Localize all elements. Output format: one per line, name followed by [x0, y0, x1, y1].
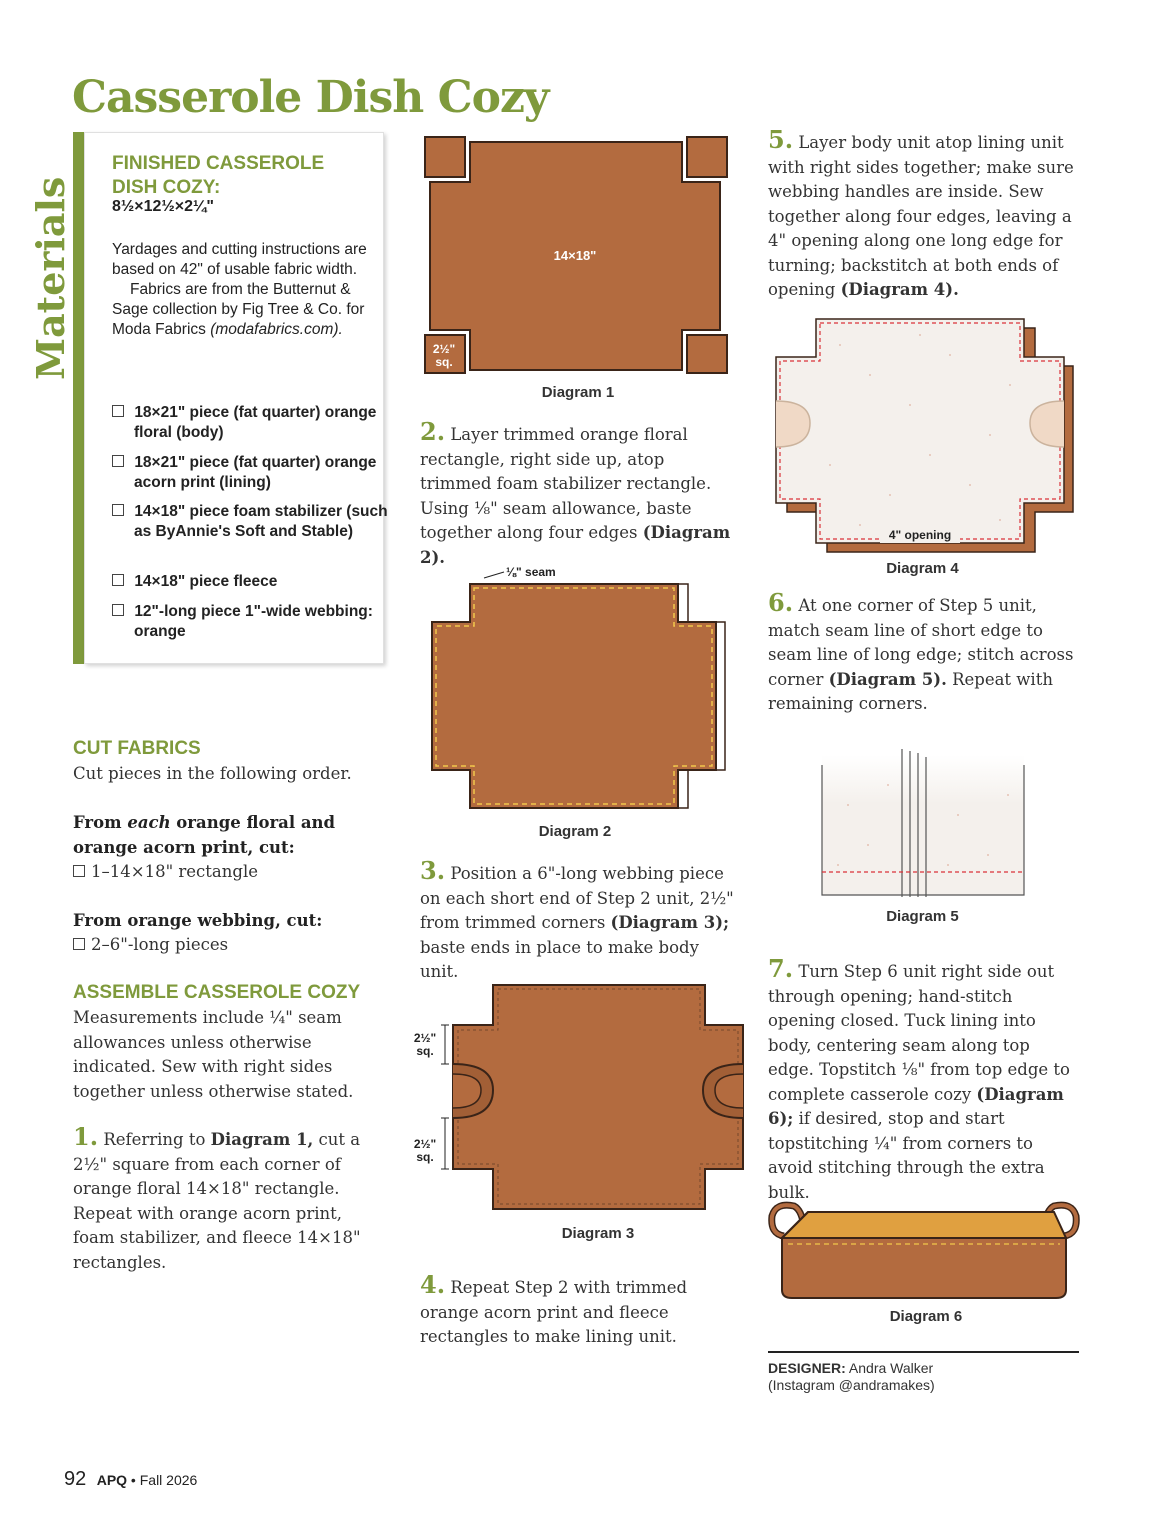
materials-intro-text: Yardages and cutting instructions are based on 42" of usable fabric width. — [112, 241, 367, 278]
checkbox-icon — [112, 604, 124, 616]
cozy-interior — [782, 1212, 1066, 1238]
diagram-4 — [770, 315, 1075, 555]
page-title: Casserole Dish Cozy — [72, 72, 549, 123]
checkbox-icon — [112, 405, 124, 417]
materials-vertical-label: Materials — [28, 176, 73, 380]
cut-group2-heading: From orange webbing, cut: — [73, 911, 323, 930]
step-4: 4. Repeat Step 2 with trimmed orange acorn print and fleece rectangles to make lining unit. — [420, 1270, 688, 1346]
dim-label: 2½" — [413, 1137, 437, 1151]
materials-intro — [112, 240, 368, 340]
checkbox-icon — [112, 574, 124, 586]
fabrics-url: (modafabrics.com). — [210, 321, 343, 338]
cut-group1-item: 1–14×18" rectangle — [73, 860, 258, 885]
magazine-name: APQ — [96, 1472, 128, 1488]
dim-label: sq. — [416, 1150, 434, 1164]
checkbox-icon — [73, 865, 85, 877]
step-2: 2. Layer trimmed orange floral rectangle, right side up, atop trimmed foam stabilizer rectangle. Using ⅛" seam allowance, baste together along four edges (Diagram 2). — [420, 417, 731, 567]
page-footer: 92 APQ • Fall 2026 — [64, 1468, 198, 1490]
cut-group1-heading: From each orange floral and orange acorn print, cut: — [73, 813, 336, 857]
materials-item: 14×18" piece foam stabilizer (such as ByAnnie's Soft and Stable) — [112, 502, 394, 542]
dim-label: 2½" — [413, 1031, 437, 1045]
cut-group2-item: 2–6"-long pieces — [73, 933, 228, 958]
corner-square — [687, 335, 727, 373]
diagram-3-caption: Diagram 3 — [561, 1225, 635, 1242]
diagram-5 — [818, 745, 1028, 900]
fabrics-note: Fabrics are from the Butternut & Sage collection by Fig Tree & Co. for Moda Fabrics — [112, 281, 365, 338]
square-label: 2½" — [432, 342, 456, 356]
materials-item: 18×21" piece (fat quarter) orange acorn print (lining) — [112, 453, 394, 493]
finished-heading: FINISHED CASSEROLE DISH COZY: — [112, 153, 325, 198]
designer-credit: DESIGNER: Andra Walker (Instagram @andramakes) — [768, 1360, 935, 1393]
diagram-2 — [420, 560, 740, 822]
cut-fabrics-intro: Cut pieces in the following order. — [73, 764, 352, 783]
diagram-2-caption: Diagram 2 — [538, 823, 612, 840]
cozy-body — [782, 1238, 1066, 1298]
diagram-6-caption: Diagram 6 — [889, 1308, 963, 1325]
lining-unit — [776, 319, 1064, 543]
diagram-1-caption: Diagram 1 — [541, 384, 615, 401]
lining-fabric — [822, 755, 1024, 895]
checkbox-icon — [112, 504, 124, 516]
corner-square — [425, 137, 465, 177]
step-6: 6. At one corner of Step 5 unit, match seam line of short edge to seam line of long edge; stitch across corner (Diagram 5). Repeat with remaining corners. — [768, 588, 1074, 713]
diagram-4-caption: Diagram 4 — [886, 560, 959, 577]
step-1: 1. Referring to Diagram 1, cut a 2½" square from each corner of orange floral 14×18" rectangle. Repeat with orange acorn print, foam stabilizer, and fleece 14×18" rectangles. — [73, 1122, 361, 1272]
corner-square — [687, 137, 727, 177]
dimension-line — [441, 1025, 449, 1064]
diagram-6 — [768, 1198, 1080, 1303]
designer-rule — [768, 1351, 1079, 1353]
finished-size: 8½×12½×2¼" — [112, 198, 214, 215]
assemble-intro: Measurements include ¼" seam allowances unless otherwise indicated. Sew with right sides together unless otherwise stated. — [73, 1008, 354, 1101]
seam-pointer — [484, 572, 504, 578]
issue-name: Fall 2026 — [139, 1472, 198, 1488]
materials-item: 18×21" piece (fat quarter) orange floral (body) — [112, 403, 394, 443]
seam-label: ⅛" seam — [506, 565, 556, 579]
square-label: sq. — [435, 355, 453, 369]
cut-fabrics-heading: CUT FABRICS — [73, 738, 201, 759]
step-3: 3. Position a 6"-long webbing piece on each short end of Step 2 unit, 2½" from trimmed corners (Diagram 3); baste ends in place to make body unit. — [420, 856, 734, 981]
checkbox-icon — [73, 938, 85, 950]
step-7: 7. Turn Step 6 unit right side out through opening; hand-stitch opening closed. Tuck lining into body, centering seam along top edge. Topstitch ⅛" from top edge to complete casserole cozy (Diagram 6); if desired, stop and start topstitching ¼" from corners to avoid stitching through the extra bulk. — [768, 954, 1070, 1202]
assemble-heading: ASSEMBLE CASSEROLE COZY — [73, 982, 361, 1003]
opening-label: 4" opening — [888, 528, 952, 542]
step-5: 5. Layer body unit atop lining unit with right sides together; make sure webbing handles are inside. Sew together along four edges, leaving a 4" opening along one long edge for turning; backstitch at both ends of opening (Diagram 4). — [768, 125, 1074, 299]
diagram-3 — [405, 980, 747, 1222]
materials-item: 14×18" piece fleece — [112, 572, 394, 592]
dimension-line — [441, 1118, 449, 1169]
size-label: 14×18" — [553, 248, 597, 263]
diagram-5-caption: Diagram 5 — [886, 908, 959, 925]
page-number: 92 — [64, 1468, 87, 1490]
dim-label: sq. — [416, 1044, 434, 1058]
diagram-1 — [420, 132, 740, 377]
checkbox-icon — [112, 455, 124, 467]
materials-item: 12"-long piece 1"-wide webbing: orange — [112, 602, 394, 642]
